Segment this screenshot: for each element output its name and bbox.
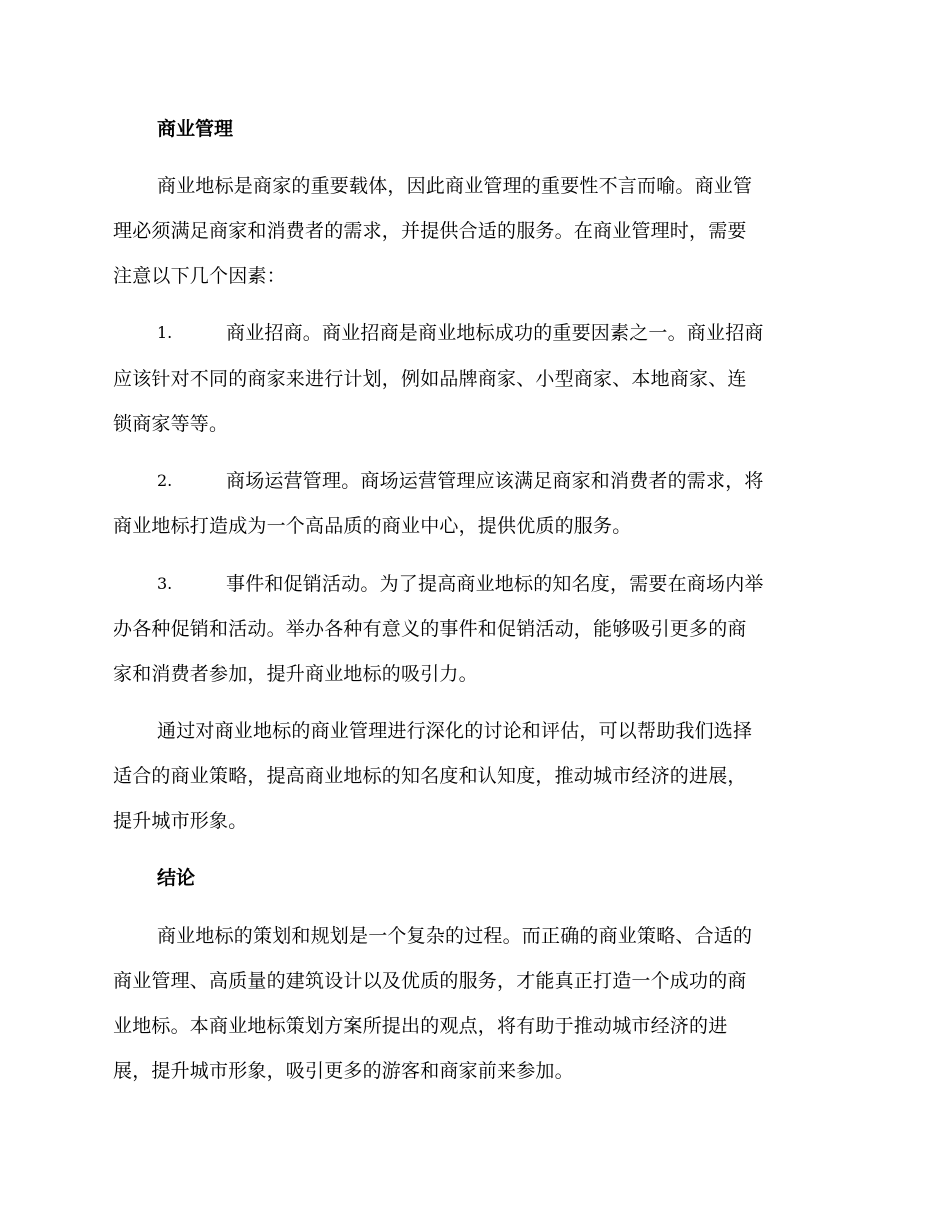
intro-line-2: 理必须满足商家和消费者的需求，并提供合适的服务。在商业管理时，需要 — [113, 220, 747, 242]
intro-line-3: 注意以下几个因素： — [113, 265, 286, 287]
list-item-3-line-1: 事件和促销活动。为了提高商业地标的知名度，需要在商场内举 — [226, 573, 764, 595]
list-item-1-line-3: 锁商家等等。 — [113, 413, 229, 435]
summary-line-2: 适合的商业策略，提高商业地标的知名度和认知度，推动城市经济的进展， — [113, 765, 747, 787]
section-heading-business-management: 商业管理 — [157, 118, 234, 140]
section-heading-conclusion: 结论 — [157, 867, 196, 889]
conclusion-line-3: 业地标。本商业地标策划方案所提出的观点，将有助于推动城市经济的进 — [113, 1015, 728, 1037]
list-item-2-line-1: 商场运营管理。商场运营管理应该满足商家和消费者的需求，将 — [226, 470, 764, 492]
list-item-number-3: 3. — [157, 574, 173, 593]
summary-line-3: 提升城市形象。 — [113, 810, 248, 832]
list-item-1-line-2: 应该针对不同的商家来进行计划，例如品牌商家、小型商家、本地商家、连 — [113, 368, 747, 390]
list-item-3-line-2: 办各种促销和活动。举办各种有意义的事件和促销活动，能够吸引更多的商 — [113, 618, 747, 640]
intro-line-1: 商业地标是商家的重要载体，因此商业管理的重要性不言而喻。商业管 — [157, 175, 753, 197]
conclusion-line-2: 商业管理、高质量的建筑设计以及优质的服务，才能真正打造一个成功的商 — [113, 970, 747, 992]
list-item-number-1: 1. — [157, 323, 173, 342]
summary-line-1: 通过对商业地标的商业管理进行深化的讨论和评估，可以帮助我们选择 — [157, 720, 753, 742]
list-item-2-line-2: 商业地标打造成为一个高品质的商业中心，提供优质的服务。 — [113, 515, 632, 537]
list-item-3-line-3: 家和消费者参加，提升商业地标的吸引力。 — [113, 663, 478, 685]
list-item-number-2: 2. — [157, 471, 173, 490]
conclusion-line-4: 展，提升城市形象，吸引更多的游客和商家前来参加。 — [113, 1060, 574, 1082]
conclusion-line-1: 商业地标的策划和规划是一个复杂的过程。而正确的商业策略、合适的 — [157, 925, 753, 947]
list-item-1-line-1: 商业招商。商业招商是商业地标成功的重要因素之一。商业招商 — [226, 322, 764, 344]
